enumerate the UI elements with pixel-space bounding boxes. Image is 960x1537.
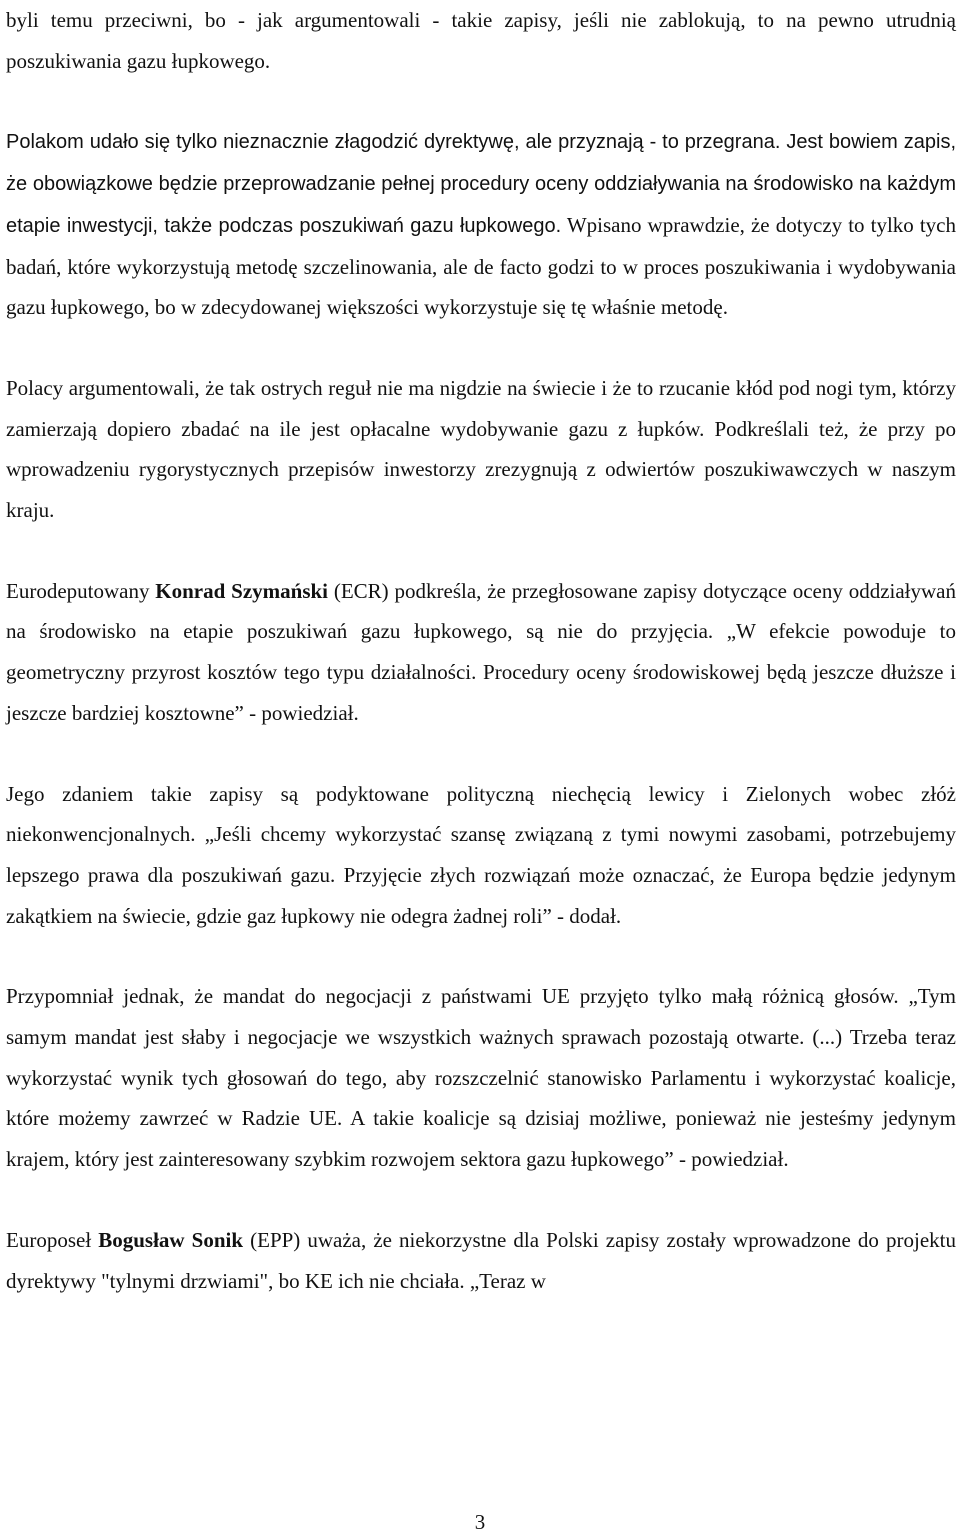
paragraph-gap <box>6 328 956 368</box>
paragraph-1 <box>6 0 956 81</box>
paragraph-4 <box>6 571 956 734</box>
paragraph-7 <box>6 1220 956 1301</box>
paragraph-6-text: Przypomniał jednak, że mandat do negocjacji z państwami UE przyjęto tylko małą różnicą głosów. „Tym samym mandat jest słaby i negocjacje we wszystkich ważnych sprawach pozostają otwarte. (...) Trzeba teraz wykorzystać wynik tych głosowań do tego, aby rozszczelnić stanowisko Parlamentu i wykorzystać koalicje, które możemy zawrzeć w Radzie UE. A takie koalicje są dzisiaj możliwe, ponieważ nie jesteśmy jedynym krajem, który jest zainteresowany szybkim rozwojem sektora gazu łupkowego” - powiedział. <box>6 984 956 1172</box>
paragraph-4-text: (ECR) podkreśla, że przegłosowane zapisy dotyczące oceny oddziaływań na środowisko na etapie poszukiwań gazu łupkowego, są nie do przyjęcia. „W efekcie powoduje to geometryczny przyrost kosztów tego typu działalności. Procedury oceny środowiskowej będą jeszcze dłuższe i jeszcze bardziej kosztowne” - powiedział. <box>6 578 957 725</box>
paragraph-1-text: byli temu przeciwni, bo - jak argumentowali - takie zapisy, jeśli nie zablokują, to na pewno utrudnią poszukiwania gazu łupkowego. <box>6 8 956 73</box>
paragraph-gap <box>6 81 956 121</box>
paragraph-7-lead: Europoseł <box>6 1227 99 1252</box>
paragraph-3-text: Polacy argumentowali, że tak ostrych reguł nie ma nigdzie na świecie i że to rzucanie kłód pod nogi tym, którzy zamierzają dopiero zbadać na ile jest opłacalne wydobywanie gazu z łupków. Podkreślali też, że przy po wprowadzeniu rygorystycznych przepisów inwestorzy zrezygnują z odwiertów poszukiwawczych w naszym kraju. <box>6 375 956 523</box>
person-name-szymanski: Konrad Szymański <box>155 578 329 603</box>
paragraph-5 <box>6 774 956 937</box>
paragraph-gap <box>6 734 956 774</box>
paragraph-2-serif-text: Wpisano wprawdzie, że dotyczy to tylko tych badań, które wykorzystują metodę szczelinowania, ale de facto godzi to w proces poszukiwania i wydobywania gazu łupkowego, bo w zdecydowanej większości wykorzystuje się tę właśnie metodę. <box>6 212 957 320</box>
paragraph-3 <box>6 368 956 531</box>
person-name-sonik: Bogusław Sonik <box>98 1227 244 1252</box>
paragraph-gap <box>6 531 956 571</box>
paragraph-6 <box>6 976 956 1180</box>
paragraph-gap <box>6 936 956 976</box>
paragraph-5-text: Jego zdaniem takie zapisy są podyktowane polityczną niechęcią lewicy i Zielonych wobec złóż niekonwencjonalnych. „Jeśli chcemy wykorzystać szansę związaną z tymi nowymi zasobami, potrzebujemy lepszego prawa dla poszukiwań gazu. Przyjęcie złych rozwiązań może oznaczać, że Europa będzie jedynym zakątkiem na świecie, gdzie gaz łupkowy nie odegra żadnej roli” - dodał. <box>6 781 956 928</box>
paragraph-gap <box>6 1180 956 1220</box>
document-page <box>6 0 956 1301</box>
paragraph-2 <box>6 121 956 328</box>
paragraph-7-text: (EPP) uważa, że niekorzystne dla Polski zapisy zostały wprowadzone do projektu dyrektywy "tylnymi drzwiami", bo KE ich nie chciała. „Teraz w <box>6 1227 956 1293</box>
paragraph-2-sans-text: Polakom udało się tylko nieznacznie złagodzić dyrektywę, ale przyznają - to przegrana. Jest bowiem zapis, że obowiązkowe będzie przeprowadzanie pełnej procedury oceny oddziaływania na środowisko na każdym etapie inwestycji, także podczas poszukiwań gazu łupkowego. <box>6 131 956 237</box>
page-number: 3 <box>474 1510 486 1534</box>
paragraph-4-lead: Eurodeputowany <box>6 578 156 603</box>
